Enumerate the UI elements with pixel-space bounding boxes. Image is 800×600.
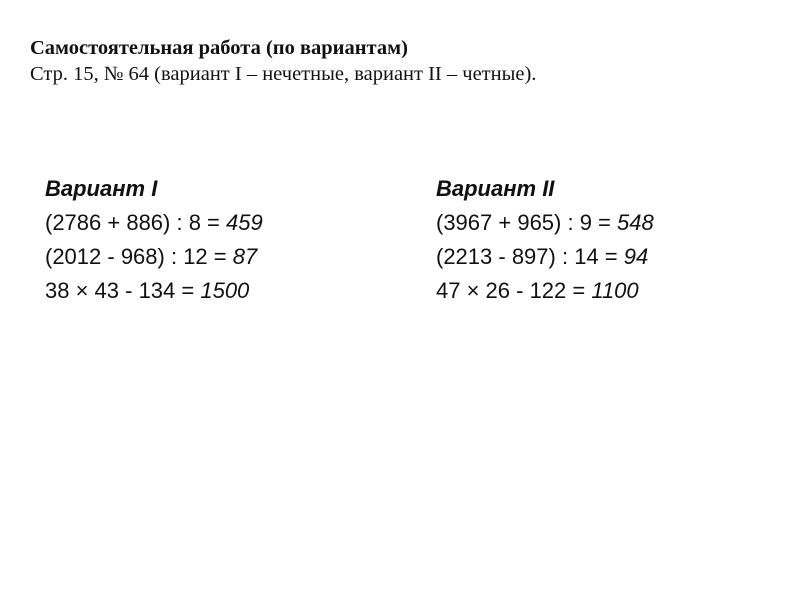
expression: (2012 - 968) : 12 =	[45, 244, 233, 269]
answer: 87	[232, 244, 258, 269]
expression: 38 × 43 - 134 =	[45, 278, 201, 303]
variant-1	[45, 172, 375, 308]
variant-1-title: Вариант I	[45, 176, 158, 201]
answer: 459	[226, 210, 263, 235]
answer: 548	[617, 210, 654, 235]
variant-1-row-1	[45, 206, 375, 240]
expression: (2786 + 886) : 8 =	[45, 210, 227, 235]
variant-1-row-2	[45, 240, 375, 274]
variant-2-row-1	[436, 206, 776, 240]
document-subtitle: Стр. 15, № 64 (вариант I – нечетные, вариант II – четные).	[30, 63, 537, 85]
answer: 1500	[200, 278, 250, 303]
answer: 94	[623, 244, 649, 269]
answer: 1100	[591, 278, 639, 303]
variant-2	[436, 172, 776, 308]
document-header	[30, 35, 780, 87]
variant-2-row-3	[436, 274, 776, 308]
expression: 47 × 26 - 122 =	[436, 278, 592, 303]
variants-section	[0, 172, 800, 312]
expression: (2213 - 897) : 14 =	[436, 244, 624, 269]
expression: (3967 + 965) : 9 =	[436, 210, 618, 235]
variant-2-title: Вариант II	[436, 176, 555, 201]
variant-1-row-3	[45, 274, 375, 308]
variant-2-row-2	[436, 240, 776, 274]
document-title: Самостоятельная работа (по вариантам)	[30, 37, 408, 59]
